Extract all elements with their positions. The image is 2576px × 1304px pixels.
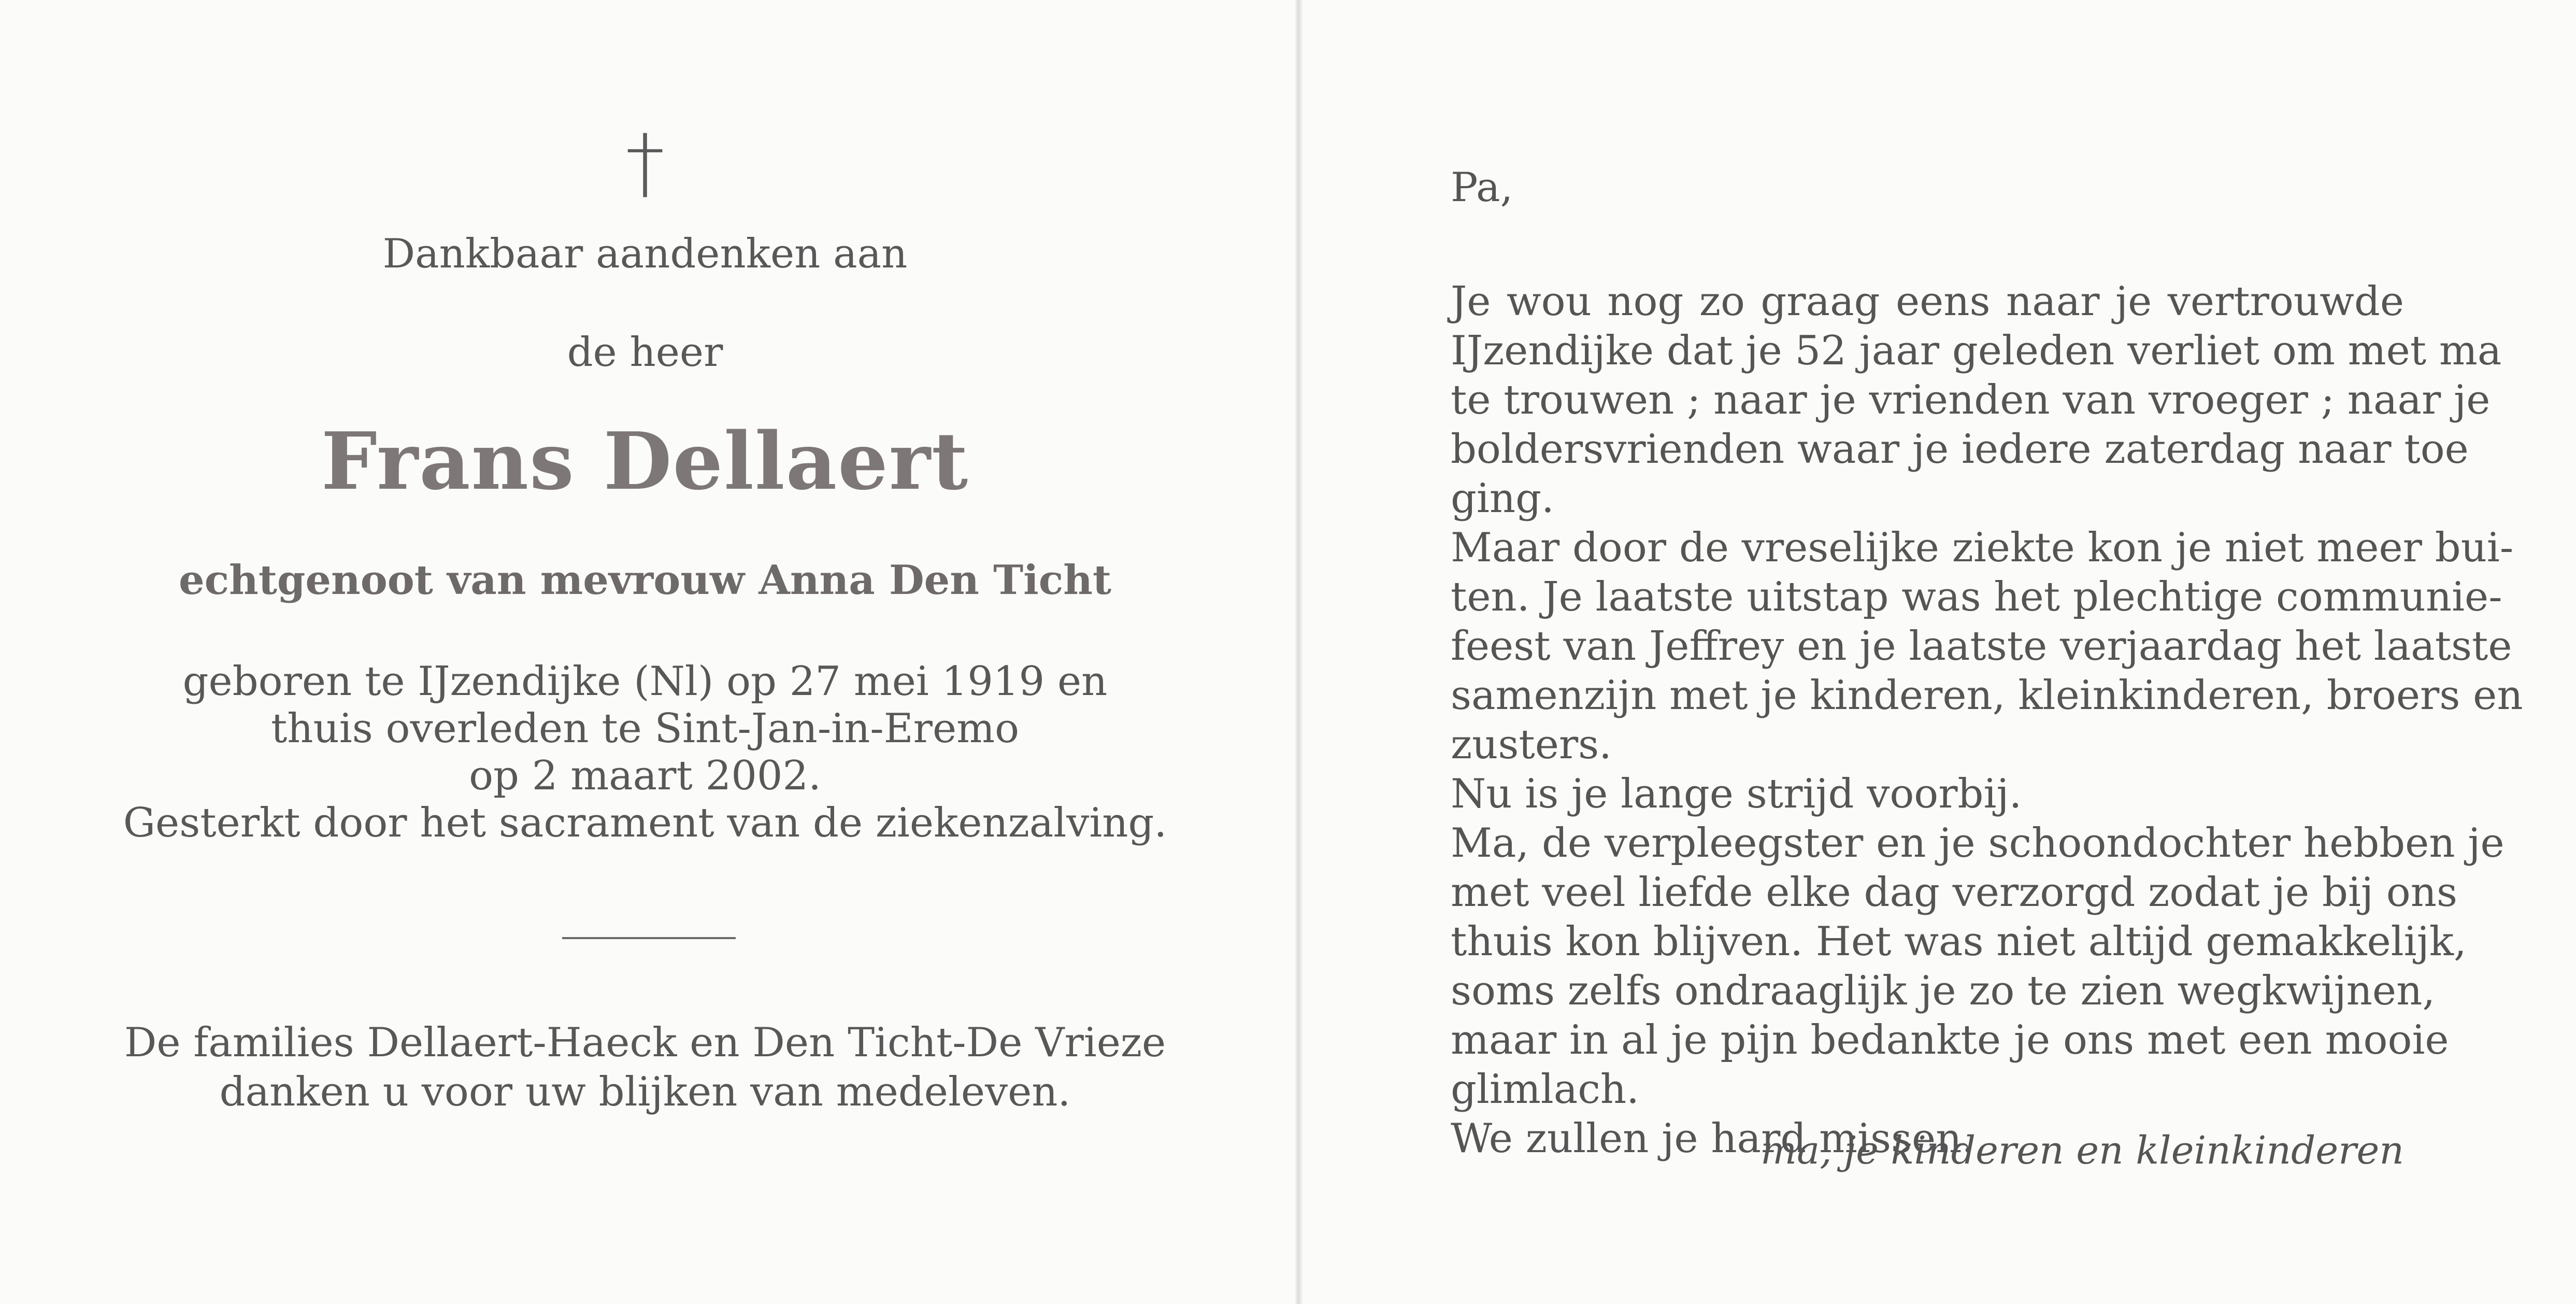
card-fold [1295,0,1303,1304]
biography-block [0,658,1290,847]
honorific-text: de heer [567,329,723,376]
deceased-name: Frans Dellaert [321,415,969,507]
letter-line: glimlach. [1451,1066,1639,1113]
letter-line: ging. [1451,475,1554,522]
bio-line: op 2 maart 2002. [469,753,821,799]
spouse-line: echtgenoot van mevrouw Anna Den Ticht [179,557,1111,604]
letter-line: ten. Je laatste uitstap was het plechtige communie- [1451,574,2502,620]
dedication-text: Dankbaar aandenken aan [382,231,908,277]
letter-line: We zullen je hard missen. [1451,1115,1975,1162]
letter-line: Nu is je lange strijd voorbij. [1451,771,2022,817]
cross-icon: † [625,118,665,208]
letter-line: Je wou nog zo graag eens naar je vertrouwde [1451,278,2404,325]
bio-line: thuis overleden te Sint-Jan-in-Eremo [270,705,1020,752]
letter-line: zusters. [1451,721,1612,768]
letter-line: maar in al je pijn bedankte je ons met een mooie [1451,1017,2449,1064]
thanks-line: De families Dellaert-Haeck en Den Ticht-De Vrieze [124,1019,1166,1066]
letter-salutation: Pa, [1451,164,1513,211]
farewell-letter [1451,163,2523,1164]
letter-line: soms zelfs ondraaglijk je zo te zien wegkwijnen, [1451,968,2436,1014]
letter-line: thuis kon blijven. Het was niet altijd gemakkelijk, [1451,918,2467,965]
letter-line: Maar door de vreselijke ziekte kon je niet meer bui- [1451,525,2514,571]
letter-line: IJzendijke dat je 52 jaar geleden verliet om met ma [1451,328,2502,374]
letter-line: samenzijn met je kinderen, kleinkinderen, broers en [1451,672,2523,719]
letter-signature: ma, je kinderen en kleinkinderen [1760,1128,2404,1173]
letter-line: feest van Jeffrey en je laatste verjaardag het laatste [1451,623,2512,670]
thanks-line: danken u voor uw blijken van medeleven. [219,1069,1071,1115]
bio-line: geboren te IJzendijke (Nl) op 27 mei 1919 en [182,658,1108,705]
letter-line: te trouwen ; naar je vrienden van vroeger ; naar je [1451,377,2491,423]
bio-line: Gesterkt door het sacrament van de ziekenzalving. [123,800,1167,846]
letter-line: boldersvrienden waar je iedere zaterdag naar toe [1451,426,2469,473]
family-thanks [0,1018,1290,1117]
letter-line: Ma, de verpleegster en je schoondochter hebben je [1451,820,2505,867]
divider-line [562,937,736,939]
letter-line: met veel liefde elke dag verzorgd zodat je bij ons [1451,869,2458,916]
